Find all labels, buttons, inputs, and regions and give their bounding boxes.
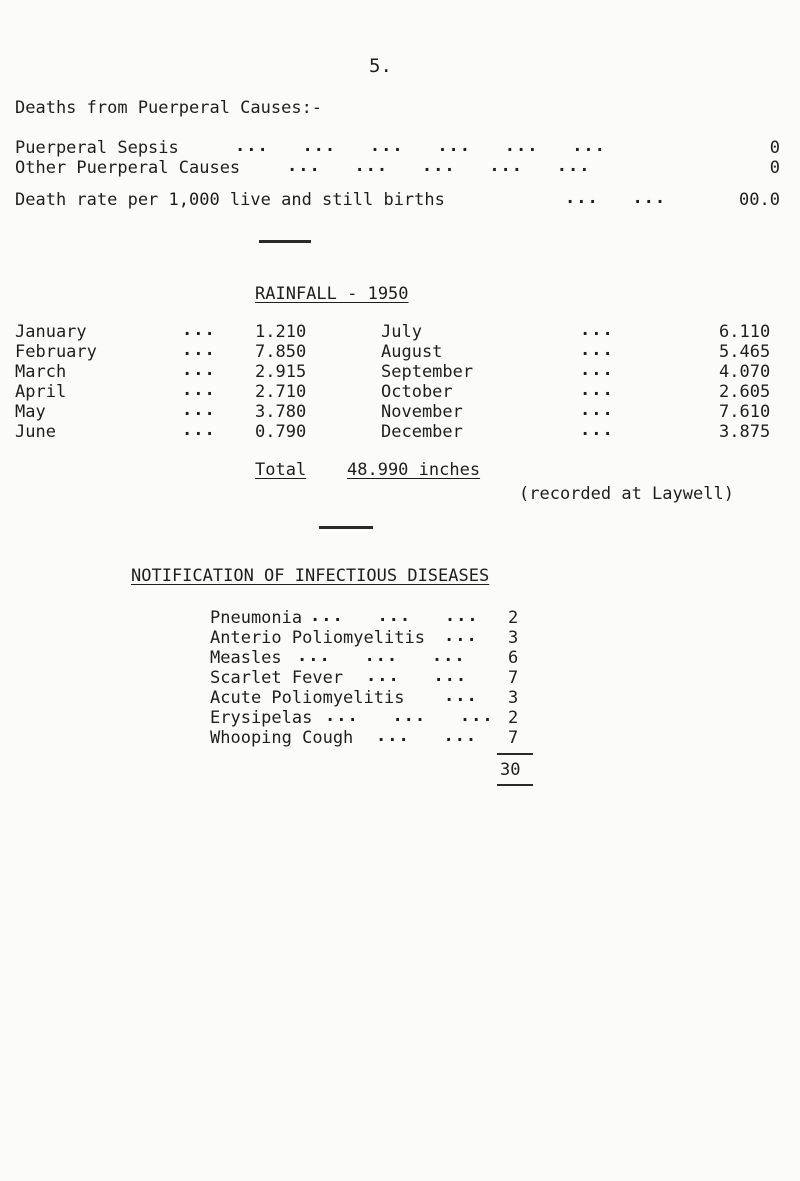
leader-dots: ...: [182, 320, 216, 340]
rainfall-value: 1.210: [255, 322, 307, 342]
other-puerperal-value: 0: [769, 158, 780, 178]
disease-count: 6: [508, 648, 519, 668]
leader-dots: ...: [580, 420, 614, 440]
leader-dots: ...: [182, 400, 216, 420]
disease-name: Whooping Cough: [210, 728, 354, 748]
rainfall-value: 5.465: [719, 342, 771, 362]
leader-dots: ...: [182, 360, 216, 380]
rainfall-total-label: Total: [255, 460, 307, 480]
leader-dots: ...: [444, 626, 478, 646]
disease-name: Acute Poliomyelitis: [210, 688, 405, 708]
rainfall-value: 0.790: [255, 422, 307, 442]
rainfall-month: April: [15, 382, 67, 402]
puerperal-sepsis-label: Puerperal Sepsis: [15, 138, 179, 158]
leader-dots: ... ... ... ... ...: [287, 156, 591, 176]
notification-title: NOTIFICATION OF INFECTIOUS DISEASES: [131, 566, 490, 586]
rainfall-value: 3.780: [255, 402, 307, 422]
rainfall-month: August: [381, 342, 443, 362]
rainfall-month: October: [381, 382, 453, 402]
rainfall-month: June: [15, 422, 56, 442]
rainfall-title: RAINFALL - 1950: [255, 284, 409, 304]
rainfall-value: 4.070: [719, 362, 771, 382]
puerperal-sepsis-value: 0: [769, 138, 780, 158]
leader-dots: ... ... ...: [310, 606, 479, 626]
disease-count: 7: [508, 668, 519, 688]
disease-name: Erysipelas: [210, 708, 313, 728]
rainfall-total-value: 48.990 inches: [347, 460, 481, 480]
disease-name: Scarlet Fever: [210, 668, 344, 688]
rainfall-month: January: [15, 322, 87, 342]
notification-total: 30: [500, 760, 521, 780]
disease-count: 2: [508, 608, 519, 628]
rainfall-value: 2.605: [719, 382, 771, 402]
rainfall-month: March: [15, 362, 67, 382]
page-number: 5.: [369, 55, 392, 77]
disease-count: 7: [508, 728, 519, 748]
rainfall-value: 2.915: [255, 362, 307, 382]
leader-dots: ...: [182, 380, 216, 400]
leader-dots: ...: [580, 360, 614, 380]
disease-count: 3: [508, 628, 519, 648]
leader-dots: ... ...: [565, 188, 667, 208]
other-puerperal-label: Other Puerperal Causes: [15, 158, 241, 178]
leader-dots: ...: [580, 340, 614, 360]
rainfall-month: February: [15, 342, 97, 362]
rainfall-month: November: [381, 402, 463, 422]
rainfall-month: December: [381, 422, 463, 442]
rainfall-month: July: [381, 322, 422, 342]
death-rate-label: Death rate per 1,000 live and still births: [15, 190, 445, 210]
rainfall-value: 6.110: [719, 322, 771, 342]
leader-dots: ... ...: [366, 666, 468, 686]
disease-name: Anterio Poliomyelitis: [210, 628, 425, 648]
disease-name: Measles: [210, 648, 282, 668]
leader-dots: ... ... ...: [325, 706, 494, 726]
leader-dots: ... ... ...: [297, 646, 466, 666]
rainfall-value: 2.710: [255, 382, 307, 402]
rainfall-value: 7.610: [719, 402, 771, 422]
leader-dots: ...: [580, 320, 614, 340]
section-divider: [259, 240, 311, 243]
leader-dots: ... ...: [376, 726, 478, 746]
leader-dots: ...: [580, 380, 614, 400]
leader-dots: ... ... ... ... ... ...: [235, 136, 606, 156]
rainfall-month: September: [381, 362, 474, 382]
leader-dots: ...: [580, 400, 614, 420]
death-rate-value: 00.0: [739, 190, 780, 210]
disease-count: 3: [508, 688, 519, 708]
disease-count: 2: [508, 708, 519, 728]
total-rule-bottom: [497, 784, 533, 786]
leader-dots: ...: [444, 686, 478, 706]
total-rule-top: [497, 753, 533, 755]
rainfall-month: May: [15, 402, 46, 422]
puerperal-heading: Deaths from Puerperal Causes:-: [15, 98, 323, 118]
rainfall-value: 3.875: [719, 422, 771, 442]
leader-dots: ...: [182, 420, 216, 440]
leader-dots: ...: [182, 340, 216, 360]
section-divider: [319, 526, 373, 529]
rainfall-value: 7.850: [255, 342, 307, 362]
disease-name: Pneumonia: [210, 608, 303, 628]
rainfall-note: (recorded at Laywell): [519, 484, 734, 504]
